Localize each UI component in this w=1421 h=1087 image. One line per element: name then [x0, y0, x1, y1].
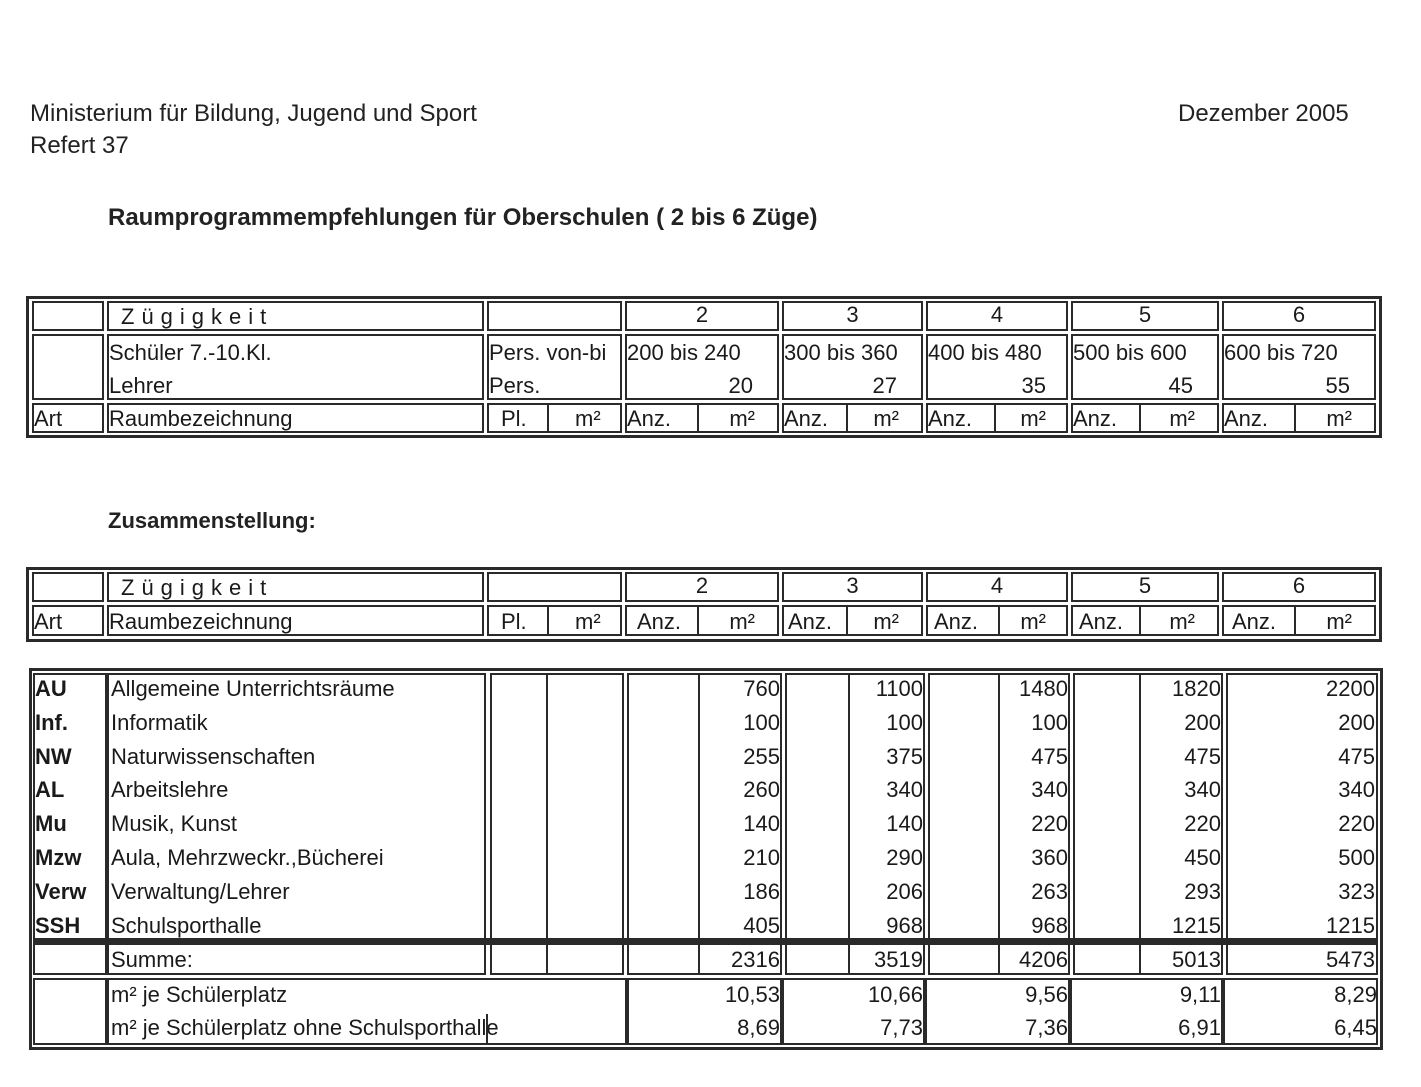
- room-code: NW: [35, 744, 72, 769]
- pl-label: Pl.: [501, 406, 527, 431]
- summe-separator: [33, 938, 1378, 945]
- zug6-persons: [1222, 334, 1376, 400]
- zug-label: 2: [695, 302, 709, 327]
- column-divider: [998, 607, 1000, 634]
- zug6-subheader: [1222, 403, 1376, 433]
- m2-label: m²: [1020, 406, 1046, 431]
- area-value: 206: [886, 879, 923, 904]
- art-label: Art: [34, 609, 63, 634]
- zug4-subheader: [926, 605, 1068, 636]
- ratio1-value-2: 10,53: [724, 982, 780, 1007]
- zug3-subheader: [782, 403, 923, 433]
- lehrer-count: 35: [1021, 373, 1046, 398]
- m2-label: m²: [575, 609, 601, 634]
- zug-label: 2: [695, 573, 709, 598]
- area-value: 340: [1184, 777, 1221, 802]
- zug-header-5: [1071, 572, 1219, 602]
- ratio2-value-2: 8,69: [737, 1015, 780, 1040]
- area-value: 475: [1031, 744, 1068, 769]
- ratio2-label: m² je Schülerplatz ohne Schulsporthalle: [111, 1015, 499, 1040]
- table1-row2-art: [32, 334, 104, 400]
- anz-label: Anz.: [928, 406, 973, 431]
- area-value: 340: [1338, 777, 1375, 802]
- table2-empty-cell: [487, 572, 622, 602]
- area-value: 475: [1338, 744, 1375, 769]
- schueler-unit: Pers. von-bi: [489, 340, 607, 365]
- zug-label: 5: [1138, 573, 1152, 598]
- column-divider: [698, 675, 700, 973]
- zug-label: 3: [846, 302, 859, 327]
- ministry-name: Ministerium für Bildung, Jugend und Sport: [30, 100, 477, 127]
- schueler-range: 200 bis 240: [627, 340, 741, 365]
- ratio2-value-5: 6,91: [1178, 1015, 1221, 1040]
- area-value: 200: [1184, 710, 1221, 735]
- document-title: Raumprogrammempfehlungen für Oberschulen ( 2 bis 6 Züge): [108, 204, 818, 231]
- m2-label: m²: [729, 609, 755, 634]
- area-value: 100: [743, 710, 780, 735]
- room-code: AU: [35, 676, 67, 701]
- zug-header-6: [1222, 572, 1376, 602]
- zug-label: 3: [846, 573, 859, 598]
- m2-label: m²: [873, 406, 899, 431]
- zuegigkeit-label: Zügigkeit: [121, 575, 274, 600]
- summe-value-5: 5013: [1172, 947, 1221, 972]
- room-name: Musik, Kunst: [111, 811, 237, 836]
- area-value: 340: [886, 777, 923, 802]
- summe-value-4: 4206: [1019, 947, 1068, 972]
- zug-header-2: [625, 301, 779, 331]
- room-name: Informatik: [111, 710, 208, 735]
- area-value: 220: [1338, 811, 1375, 836]
- summe-value-2: 2316: [731, 947, 780, 972]
- lehrer-count: 20: [728, 373, 753, 398]
- area-value: 220: [1031, 811, 1068, 836]
- zug-header-6: [1222, 301, 1376, 331]
- anz-label: Anz.: [1073, 406, 1118, 431]
- area-value: 290: [886, 845, 923, 870]
- room-name: Allgemeine Unterrichtsräume: [111, 676, 395, 701]
- area-value: 263: [1031, 879, 1068, 904]
- zug2-subheader: [625, 605, 779, 636]
- column-divider: [547, 607, 549, 634]
- area-value: 760: [743, 676, 780, 701]
- table2-zuegigkeit-cell: [107, 572, 484, 602]
- anz-label: Anz.: [788, 609, 833, 634]
- zuegigkeit-label: Zügigkeit: [121, 304, 274, 329]
- column-divider: [998, 675, 1000, 973]
- table1-row2-labels: [107, 334, 484, 400]
- m2-label: m²: [729, 406, 755, 431]
- table1-art-header: [32, 403, 104, 433]
- anz-label: Anz.: [1079, 609, 1124, 634]
- zug5-persons: [1071, 334, 1219, 400]
- ratio1-value-4: 9,56: [1025, 982, 1068, 1007]
- zug6-subheader: [1222, 605, 1376, 636]
- area-value: 140: [886, 811, 923, 836]
- column-divider: [846, 607, 848, 634]
- zug-header-3: [782, 572, 923, 602]
- ratio1-value-5: 9,11: [1179, 982, 1221, 1007]
- area-value: 1215: [1172, 913, 1221, 938]
- zug3-persons: [782, 334, 923, 400]
- table1-corner-cell: [32, 301, 104, 331]
- m2-label: m²: [1326, 406, 1352, 431]
- area-value: 360: [1031, 845, 1068, 870]
- zug4-subheader: [926, 403, 1068, 433]
- table2-raum-header: [107, 605, 484, 636]
- zug-header-4: [926, 572, 1068, 602]
- schueler-range: 600 bis 720: [1224, 340, 1338, 365]
- area-value: 100: [886, 710, 923, 735]
- anz-label: Anz.: [934, 609, 979, 634]
- area-value: 968: [1031, 913, 1068, 938]
- department-name: Refert 37: [30, 132, 129, 159]
- lehrer-count: 55: [1325, 373, 1350, 398]
- room-name: Verwaltung/Lehrer: [111, 879, 290, 904]
- area-value: 255: [743, 744, 780, 769]
- m2-label: m²: [575, 406, 601, 431]
- column-divider: [848, 675, 850, 973]
- raumbezeichnung-label: Raumbezeichnung: [109, 406, 293, 431]
- room-name: Naturwissenschaften: [111, 744, 316, 769]
- document-date: Dezember 2005: [1178, 100, 1349, 127]
- table1-row2-units: [487, 334, 622, 400]
- area-value: 220: [1184, 811, 1221, 836]
- area-value: 293: [1184, 879, 1221, 904]
- zug-label: 4: [990, 573, 1004, 598]
- schueler-range: 500 bis 600: [1073, 340, 1187, 365]
- zug3-subheader: [782, 605, 923, 636]
- area-value: 1100: [875, 676, 923, 701]
- table1-empty-cell: [487, 301, 622, 331]
- ratio1-value-3: 10,66: [867, 982, 923, 1007]
- m2-label: m²: [873, 609, 899, 634]
- area-value: 1480: [1019, 676, 1068, 701]
- table2-art-header: [32, 605, 104, 636]
- schueler-range: 400 bis 480: [928, 340, 1042, 365]
- area-value: 2200: [1326, 676, 1375, 701]
- m2-label: m²: [1169, 406, 1195, 431]
- area-value: 140: [743, 811, 780, 836]
- m2-label: m²: [1020, 609, 1046, 634]
- schueler-range: 300 bis 360: [784, 340, 898, 365]
- lehrer-unit: Pers.: [489, 373, 541, 398]
- m2-label: m²: [1326, 609, 1352, 634]
- pl-label: Pl.: [501, 609, 527, 634]
- zug-label: 5: [1138, 302, 1152, 327]
- zug-header-5: [1071, 301, 1219, 331]
- area-value: 1215: [1326, 913, 1375, 938]
- area-value: 340: [1031, 777, 1068, 802]
- column-divider: [1139, 405, 1141, 431]
- room-code: Mzw: [35, 845, 82, 870]
- raumbezeichnung-label: Raumbezeichnung: [109, 609, 293, 634]
- section-title: Zusammenstellung:: [108, 508, 316, 533]
- summe-value-6: 5473: [1326, 947, 1375, 972]
- column-divider: [546, 675, 548, 973]
- room-code: Verw: [35, 879, 87, 904]
- pl-column: [490, 673, 624, 975]
- area-value: 450: [1184, 845, 1221, 870]
- zug4-persons: [926, 334, 1068, 400]
- column-divider: [547, 405, 549, 431]
- zug2-subheader: [625, 403, 779, 433]
- area-value: 100: [1031, 710, 1068, 735]
- zug-header-4: [926, 301, 1068, 331]
- room-code: SSH: [35, 913, 81, 938]
- anz-label: Anz.: [1232, 609, 1277, 634]
- column-divider: [697, 607, 699, 634]
- art-label: Art: [34, 406, 63, 431]
- ratio1-value-6: 8,29: [1334, 982, 1377, 1007]
- area-value: 1820: [1172, 676, 1221, 701]
- area-value: 210: [743, 845, 780, 870]
- lehrer-count: 27: [872, 373, 897, 398]
- lehrer-label: Lehrer: [109, 373, 173, 398]
- column-divider: [994, 405, 996, 431]
- anz-label: Anz.: [1224, 406, 1269, 431]
- m2-label: m²: [1169, 609, 1195, 634]
- area-value: 186: [743, 879, 780, 904]
- area-value: 323: [1338, 879, 1375, 904]
- area-value: 968: [886, 913, 923, 938]
- summe-label: Summe:: [111, 947, 193, 972]
- ratio2-value-6: 6,45: [1334, 1015, 1377, 1040]
- column-divider: [1294, 607, 1296, 634]
- ratio2-value-4: 7,36: [1025, 1015, 1068, 1040]
- area-value: 500: [1338, 845, 1375, 870]
- column-divider: [697, 405, 699, 431]
- room-name: Schulsporthalle: [111, 913, 262, 938]
- zug-header-2: [625, 572, 779, 602]
- area-value: 200: [1338, 710, 1375, 735]
- table2-pl-header: [487, 605, 622, 636]
- zug-label: 6: [1292, 573, 1306, 598]
- ratio2-value-3: 7,73: [880, 1015, 923, 1040]
- table1-raum-header: [107, 403, 484, 433]
- summe-value-3: 3519: [874, 947, 923, 972]
- ratio1-label: m² je Schülerplatz: [111, 982, 288, 1007]
- room-name: Arbeitslehre: [111, 777, 229, 802]
- column-divider: [1139, 675, 1141, 973]
- column-divider: [846, 405, 848, 431]
- area-value: 405: [743, 913, 780, 938]
- room-code: Mu: [35, 811, 67, 836]
- room-code: AL: [35, 777, 65, 802]
- table1-zuegigkeit-cell: [107, 301, 484, 331]
- area-value: 375: [886, 744, 923, 769]
- zug-label: 4: [990, 302, 1004, 327]
- table2-corner-cell: [32, 572, 104, 602]
- zug2-persons: [625, 334, 779, 400]
- area-value: 475: [1184, 744, 1221, 769]
- room-code: Inf.: [35, 710, 68, 735]
- zug5-subheader: [1071, 403, 1219, 433]
- anz-label: Anz.: [637, 609, 682, 634]
- zug-label: 6: [1292, 302, 1306, 327]
- lehrer-count: 45: [1168, 373, 1193, 398]
- anz-label: Anz.: [784, 406, 829, 431]
- room-name: Aula, Mehrzweckr.,Bücherei: [111, 845, 384, 870]
- zug-header-3: [782, 301, 923, 331]
- column-divider: [1139, 607, 1141, 634]
- ratio-art-cell: [33, 978, 107, 1045]
- anz-label: Anz.: [627, 406, 672, 431]
- schueler-label: Schüler 7.-10.Kl.: [109, 340, 272, 365]
- area-value: 260: [743, 777, 780, 802]
- column-divider: [1294, 405, 1296, 431]
- zug5-subheader: [1071, 605, 1219, 636]
- table1-pl-header: [487, 403, 622, 433]
